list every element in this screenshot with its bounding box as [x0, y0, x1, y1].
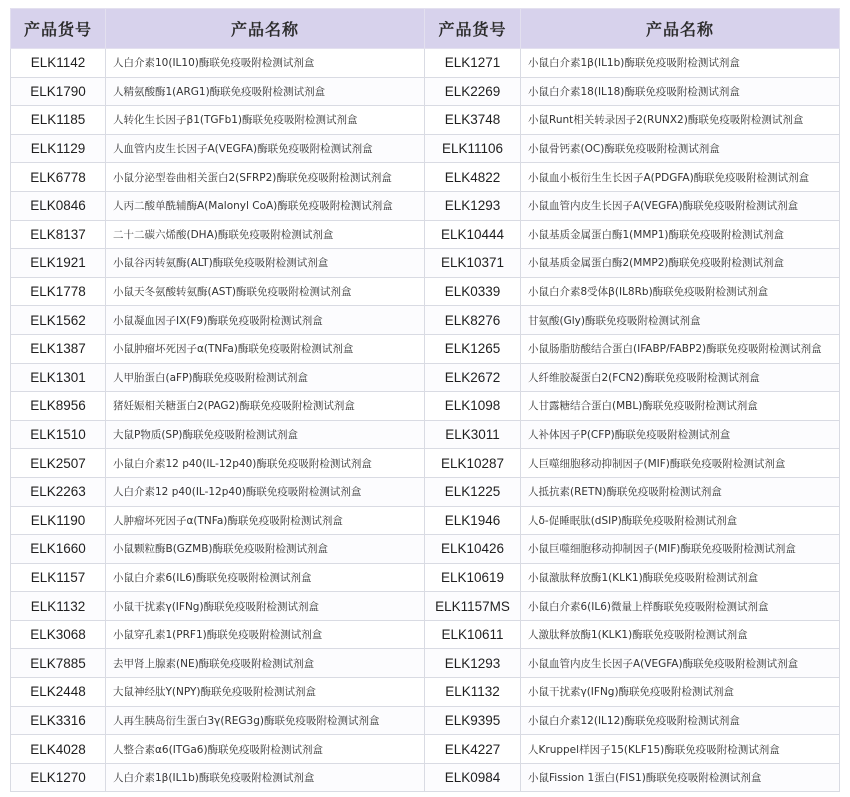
product-name-cell: 小鼠骨钙素(OC)酶联免疫吸附检测试剂盒 — [521, 134, 840, 163]
product-code-cell: ELK1660 — [11, 535, 106, 564]
product-code-cell: ELK0846 — [11, 191, 106, 220]
product-name-cell: 人整合素α6(ITGa6)酶联免疫吸附检测试剂盒 — [106, 735, 425, 764]
product-name-cell: 人精氨酸酶1(ARG1)酶联免疫吸附检测试剂盒 — [106, 77, 425, 106]
product-code-cell: ELK3068 — [11, 620, 106, 649]
product-code-cell: ELK10444 — [425, 220, 521, 249]
product-code-cell: ELK3748 — [425, 106, 521, 135]
product-name-cell: 人再生胰岛衍生蛋白3γ(REG3g)酶联免疫吸附检测试剂盒 — [106, 706, 425, 735]
table-row — [11, 334, 840, 363]
product-name-cell: 小鼠基质金属蛋白酶1(MMP1)酶联免疫吸附检测试剂盒 — [521, 220, 840, 249]
product-name-cell: 小鼠干扰素γ(IFNg)酶联免疫吸附检测试剂盒 — [521, 678, 840, 707]
product-code-cell: ELK0984 — [425, 763, 521, 792]
product-code-cell: ELK6778 — [11, 163, 106, 192]
table-row — [11, 77, 840, 106]
product-code-cell: ELK11106 — [425, 134, 521, 163]
table-row — [11, 649, 840, 678]
product-code-cell: ELK1293 — [425, 191, 521, 220]
product-code-cell: ELK1562 — [11, 306, 106, 335]
product-code-cell: ELK1190 — [11, 506, 106, 535]
table-row — [11, 678, 840, 707]
product-code-cell: ELK1142 — [11, 49, 106, 78]
product-name-cell: 人转化生长因子β1(TGFb1)酶联免疫吸附检测试剂盒 — [106, 106, 425, 135]
product-code-cell: ELK3316 — [11, 706, 106, 735]
product-code-cell: ELK1301 — [11, 363, 106, 392]
product-code-cell: ELK1270 — [11, 763, 106, 792]
product-code-cell: ELK10619 — [425, 563, 521, 592]
product-code-cell: ELK9395 — [425, 706, 521, 735]
product-name-cell: 小鼠Runt相关转录因子2(RUNX2)酶联免疫吸附检测试剂盒 — [521, 106, 840, 135]
product-table-container — [10, 8, 839, 792]
table-row — [11, 49, 840, 78]
product-code-cell: ELK1946 — [425, 506, 521, 535]
table-row — [11, 449, 840, 478]
product-code-cell: ELK10611 — [425, 620, 521, 649]
product-code-cell: ELK1157 — [11, 563, 106, 592]
product-code-cell: ELK7885 — [11, 649, 106, 678]
table-row — [11, 106, 840, 135]
product-code-cell: ELK1778 — [11, 277, 106, 306]
product-name-cell: 小鼠天冬氨酸转氨酶(AST)酶联免疫吸附检测试剂盒 — [106, 277, 425, 306]
product-name-cell: 小鼠白介素6(IL6)酶联免疫吸附检测试剂盒 — [106, 563, 425, 592]
product-code-cell: ELK1225 — [425, 477, 521, 506]
product-name-cell: 大鼠神经肽Y(NPY)酶联免疫吸附检测试剂盒 — [106, 678, 425, 707]
product-name-cell: 小鼠白介素6(IL6)微量上样酶联免疫吸附检测试剂盒 — [521, 592, 840, 621]
product-name-cell: 甘氨酸(Gly)酶联免疫吸附检测试剂盒 — [521, 306, 840, 335]
product-code-cell: ELK8137 — [11, 220, 106, 249]
product-name-cell: 二十二碳六烯酸(DHA)酶联免疫吸附检测试剂盒 — [106, 220, 425, 249]
product-name-cell: 小鼠干扰素γ(IFNg)酶联免疫吸附检测试剂盒 — [106, 592, 425, 621]
table-row — [11, 249, 840, 278]
product-name-cell: 人白介素12 p40(IL-12p40)酶联免疫吸附检测试剂盒 — [106, 477, 425, 506]
product-name-cell: 小鼠白介素8受体β(IL8Rb)酶联免疫吸附检测试剂盒 — [521, 277, 840, 306]
product-code-cell: ELK4822 — [425, 163, 521, 192]
product-name-cell: 去甲肾上腺素(NE)酶联免疫吸附检测试剂盒 — [106, 649, 425, 678]
product-code-cell: ELK1921 — [11, 249, 106, 278]
product-code-cell: ELK2269 — [425, 77, 521, 106]
product-name-cell: 小鼠肠脂肪酸结合蛋白(IFABP/FABP2)酶联免疫吸附检测试剂盒 — [521, 334, 840, 363]
product-name-cell: 小鼠谷丙转氨酶(ALT)酶联免疫吸附检测试剂盒 — [106, 249, 425, 278]
product-name-cell: 小鼠分泌型卷曲相关蛋白2(SFRP2)酶联免疫吸附检测试剂盒 — [106, 163, 425, 192]
product-name-cell: 人补体因子P(CFP)酶联免疫吸附检测试剂盒 — [521, 420, 840, 449]
product-name-cell: 人巨噬细胞移动抑制因子(MIF)酶联免疫吸附检测试剂盒 — [521, 449, 840, 478]
product-name-cell: 小鼠穿孔素1(PRF1)酶联免疫吸附检测试剂盒 — [106, 620, 425, 649]
product-name-cell: 小鼠血小板衍生生长因子A(PDGFA)酶联免疫吸附检测试剂盒 — [521, 163, 840, 192]
product-code-cell: ELK10371 — [425, 249, 521, 278]
product-name-cell: 小鼠激肽释放酶1(KLK1)酶联免疫吸附检测试剂盒 — [521, 563, 840, 592]
product-name-cell: 小鼠凝血因子IX(F9)酶联免疫吸附检测试剂盒 — [106, 306, 425, 335]
product-name-cell: 人甘露糖结合蛋白(MBL)酶联免疫吸附检测试剂盒 — [521, 392, 840, 421]
product-name-cell: 人白介素10(IL10)酶联免疫吸附检测试剂盒 — [106, 49, 425, 78]
header-product-code-2: 产品货号 — [425, 9, 521, 49]
product-name-cell: 人纤维胶凝蛋白2(FCN2)酶联免疫吸附检测试剂盒 — [521, 363, 840, 392]
table-row — [11, 420, 840, 449]
product-name-cell: 小鼠基质金属蛋白酶2(MMP2)酶联免疫吸附检测试剂盒 — [521, 249, 840, 278]
product-name-cell: 大鼠P物质(SP)酶联免疫吸附检测试剂盒 — [106, 420, 425, 449]
product-name-cell: 小鼠白介素18(IL18)酶联免疫吸附检测试剂盒 — [521, 77, 840, 106]
product-code-cell: ELK1185 — [11, 106, 106, 135]
table-row — [11, 163, 840, 192]
product-name-cell: 人Kruppel样因子15(KLF15)酶联免疫吸附检测试剂盒 — [521, 735, 840, 764]
product-name-cell: 人激肽释放酶1(KLK1)酶联免疫吸附检测试剂盒 — [521, 620, 840, 649]
product-name-cell: 小鼠白介素12 p40(IL-12p40)酶联免疫吸附检测试剂盒 — [106, 449, 425, 478]
product-code-cell: ELK1790 — [11, 77, 106, 106]
product-name-cell: 人白介素1β(IL1b)酶联免疫吸附检测试剂盒 — [106, 763, 425, 792]
product-name-cell: 小鼠血管内皮生长因子A(VEGFA)酶联免疫吸附检测试剂盒 — [521, 191, 840, 220]
product-name-cell: 小鼠巨噬细胞移动抑制因子(MIF)酶联免疫吸附检测试剂盒 — [521, 535, 840, 564]
product-code-cell: ELK1387 — [11, 334, 106, 363]
product-name-cell: 小鼠血管内皮生长因子A(VEGFA)酶联免疫吸附检测试剂盒 — [521, 649, 840, 678]
product-code-cell: ELK1510 — [11, 420, 106, 449]
table-row — [11, 592, 840, 621]
product-code-cell: ELK0339 — [425, 277, 521, 306]
table-row — [11, 477, 840, 506]
product-code-cell: ELK2263 — [11, 477, 106, 506]
header-product-name-2: 产品名称 — [521, 9, 840, 49]
product-code-cell: ELK1265 — [425, 334, 521, 363]
product-name-cell: 人血管内皮生长因子A(VEGFA)酶联免疫吸附检测试剂盒 — [106, 134, 425, 163]
product-code-cell: ELK2507 — [11, 449, 106, 478]
product-code-cell: ELK1129 — [11, 134, 106, 163]
table-row — [11, 706, 840, 735]
table-row — [11, 134, 840, 163]
product-code-cell: ELK2448 — [11, 678, 106, 707]
product-name-cell: 人丙二酸单酰辅酶A(Malonyl CoA)酶联免疫吸附检测试剂盒 — [106, 191, 425, 220]
table-row — [11, 535, 840, 564]
product-code-cell: ELK10426 — [425, 535, 521, 564]
table-row — [11, 620, 840, 649]
table-row — [11, 735, 840, 764]
table-row — [11, 191, 840, 220]
table-row — [11, 220, 840, 249]
header-product-name: 产品名称 — [106, 9, 425, 49]
product-code-cell: ELK4227 — [425, 735, 521, 764]
product-code-cell: ELK4028 — [11, 735, 106, 764]
product-code-cell: ELK8276 — [425, 306, 521, 335]
product-name-cell: 人肿瘤坏死因子α(TNFa)酶联免疫吸附检测试剂盒 — [106, 506, 425, 535]
product-name-cell: 猪妊娠相关糖蛋白2(PAG2)酶联免疫吸附检测试剂盒 — [106, 392, 425, 421]
product-name-cell: 小鼠白介素12(IL12)酶联免疫吸附检测试剂盒 — [521, 706, 840, 735]
product-code-cell: ELK1157MS — [425, 592, 521, 621]
product-name-cell: 小鼠白介素1β(IL1b)酶联免疫吸附检测试剂盒 — [521, 49, 840, 78]
table-row — [11, 363, 840, 392]
product-code-cell: ELK1132 — [425, 678, 521, 707]
product-name-cell: 人甲胎蛋白(aFP)酶联免疫吸附检测试剂盒 — [106, 363, 425, 392]
product-name-cell: 小鼠肿瘤坏死因子α(TNFa)酶联免疫吸附检测试剂盒 — [106, 334, 425, 363]
product-code-cell: ELK2672 — [425, 363, 521, 392]
product-name-cell: 小鼠颗粒酶B(GZMB)酶联免疫吸附检测试剂盒 — [106, 535, 425, 564]
table-header-row — [11, 9, 840, 49]
product-code-cell: ELK8956 — [11, 392, 106, 421]
header-product-code: 产品货号 — [11, 9, 106, 49]
product-name-cell: 小鼠Fission 1蛋白(FIS1)酶联免疫吸附检测试剂盒 — [521, 763, 840, 792]
product-code-cell: ELK10287 — [425, 449, 521, 478]
table-row — [11, 392, 840, 421]
table-body — [11, 49, 840, 792]
product-table — [10, 8, 840, 792]
table-row — [11, 306, 840, 335]
table-row — [11, 506, 840, 535]
product-code-cell: ELK1098 — [425, 392, 521, 421]
product-name-cell: 人δ-促睡眠肽(dSIP)酶联免疫吸附检测试剂盒 — [521, 506, 840, 535]
table-row — [11, 277, 840, 306]
product-name-cell: 人抵抗素(RETN)酶联免疫吸附检测试剂盒 — [521, 477, 840, 506]
product-code-cell: ELK1271 — [425, 49, 521, 78]
product-code-cell: ELK3011 — [425, 420, 521, 449]
table-row — [11, 763, 840, 792]
product-code-cell: ELK1132 — [11, 592, 106, 621]
table-row — [11, 563, 840, 592]
product-code-cell: ELK1293 — [425, 649, 521, 678]
